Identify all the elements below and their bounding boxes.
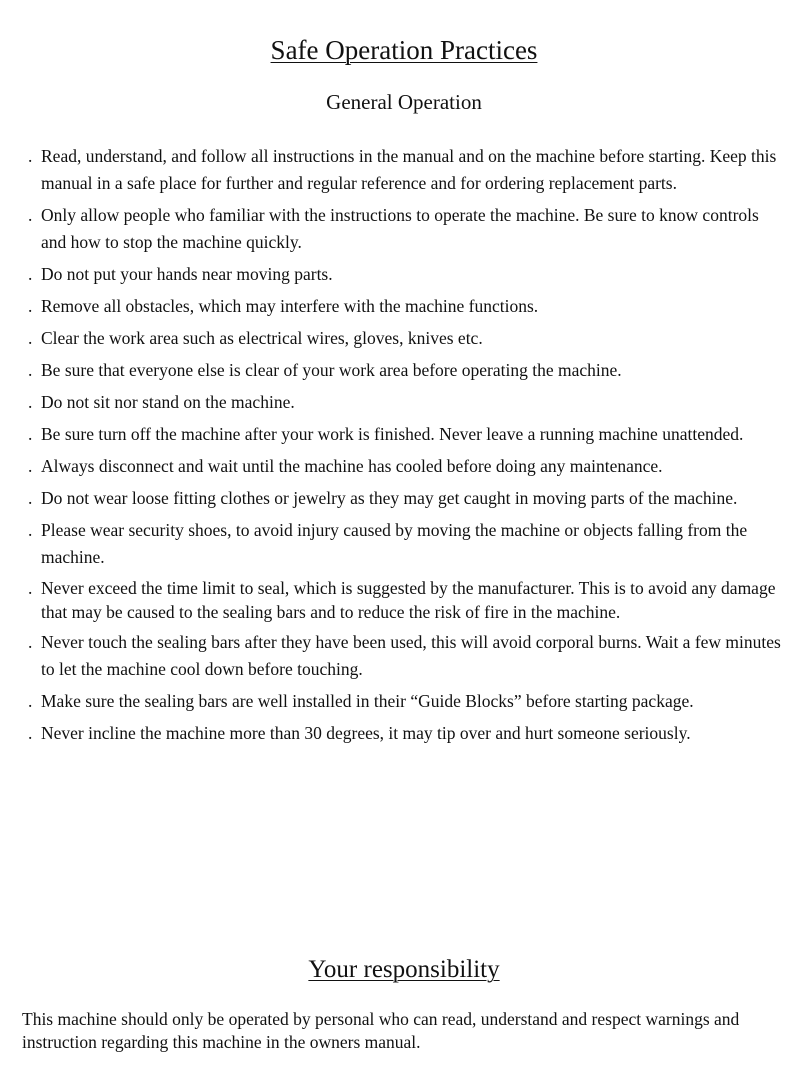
list-bullet: .: [28, 146, 33, 166]
list-bullet: .: [28, 632, 33, 652]
list-item: [0, 720, 808, 747]
list-bullet: .: [28, 205, 33, 225]
list-item-text: Do not put your hands near moving parts.: [41, 264, 333, 284]
list-item-text: Be sure that everyone else is clear of your work area before operating the machine.: [41, 360, 622, 380]
list-item: [0, 421, 808, 448]
list-bullet: .: [28, 296, 33, 316]
list-item: [0, 293, 808, 320]
list-bullet: .: [28, 392, 33, 412]
list-bullet: .: [28, 691, 33, 711]
list-item: [0, 389, 808, 416]
list-item-text: Never exceed the time limit to seal, which is suggested by the manufacturer. This is to avoid any damage that may be caused to the sealing bars and to reduce the risk of fire in the machine.: [41, 578, 776, 622]
list-item-text: Only allow people who familiar with the instructions to operate the machine. Be sure to know controls and how to stop the machine quickly.: [41, 205, 759, 252]
list-item: [0, 629, 808, 683]
list-item: [0, 485, 808, 512]
list-item-text: Read, understand, and follow all instructions in the manual and on the machine before starting. Keep this manual in a safe place for further and regular reference and for ordering replacement parts.: [41, 146, 777, 193]
list-item: [0, 202, 808, 256]
list-item-text: Never incline the machine more than 30 degrees, it may tip over and hurt someone seriously.: [41, 723, 691, 743]
list-item: [0, 325, 808, 352]
list-bullet: .: [28, 424, 33, 444]
page-title: Safe Operation Practices: [270, 35, 538, 65]
responsibility-title: Your responsibility: [308, 956, 500, 983]
list-bullet: .: [28, 264, 33, 284]
list-item: [0, 576, 808, 624]
list-item-text: Do not wear loose fitting clothes or jewelry as they may get caught in moving parts of the machine.: [41, 488, 738, 508]
list-bullet: .: [28, 456, 33, 476]
list-bullet: .: [28, 488, 33, 508]
list-item-text: Do not sit nor stand on the machine.: [41, 392, 295, 412]
list-bullet: .: [28, 723, 33, 743]
list-item: [0, 517, 808, 571]
safety-practices-list: [0, 143, 808, 752]
list-item: [0, 261, 808, 288]
list-bullet: .: [28, 328, 33, 348]
list-item-text: Please wear security shoes, to avoid injury caused by moving the machine or objects falling from the machine.: [41, 520, 748, 567]
section-subtitle: General Operation: [326, 90, 482, 114]
list-item: [0, 688, 808, 715]
list-bullet: .: [28, 360, 33, 380]
list-item-text: Never touch the sealing bars after they have been used, this will avoid corporal burns. Wait a few minutes to let the machine cool down before touching.: [41, 632, 781, 679]
list-item: [0, 143, 808, 197]
list-item-text: Make sure the sealing bars are well installed in their “Guide Blocks” before starting package.: [41, 691, 694, 711]
list-bullet: .: [28, 578, 33, 598]
list-item-text: Remove all obstacles, which may interfere with the machine functions.: [41, 296, 539, 316]
list-item-text: Always disconnect and wait until the machine has cooled before doing any maintenance.: [41, 456, 663, 476]
list-item-text: Be sure turn off the machine after your work is finished. Never leave a running machine unattended.: [41, 424, 744, 444]
list-item-text: Clear the work area such as electrical wires, gloves, knives etc.: [41, 328, 483, 348]
list-item: [0, 453, 808, 480]
responsibility-text: This machine should only be operated by personal who can read, understand and respect warnings and instruction regarding this machine in the owners manual.: [22, 1009, 740, 1052]
list-bullet: .: [28, 520, 33, 540]
list-item: [0, 357, 808, 384]
